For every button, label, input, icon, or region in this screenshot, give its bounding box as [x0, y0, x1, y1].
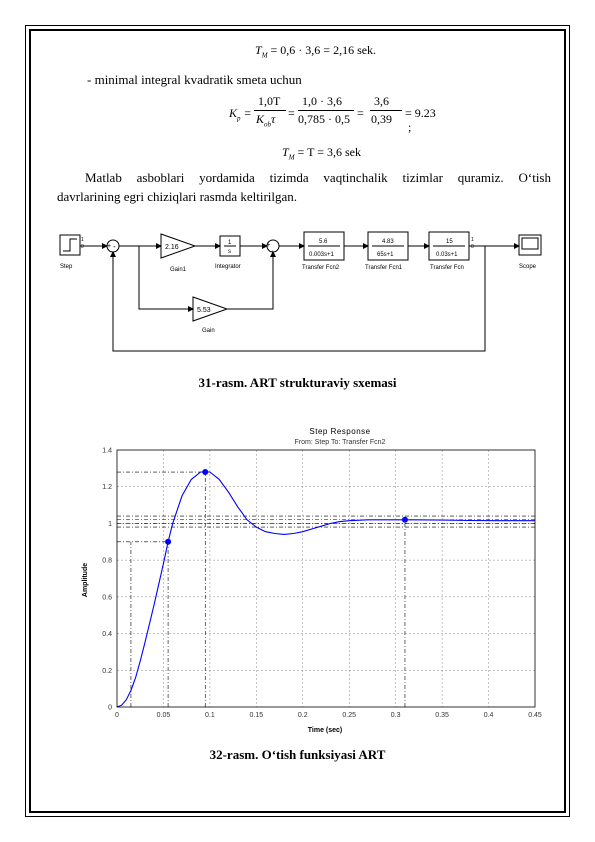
tf-label: Transfer Fcn [430, 265, 464, 271]
x-tick-label: 0.15 [249, 712, 264, 719]
svg-text:0.003s+1: 0.003s+1 [309, 252, 334, 258]
y-tick-label: 0.4 [102, 631, 112, 639]
svg-text:15: 15 [446, 239, 453, 245]
svg-text:1: 1 [471, 237, 474, 243]
x-tick-label: 0.35 [435, 712, 449, 719]
svg-text:4.83: 4.83 [382, 239, 394, 245]
step-response-line [117, 472, 535, 707]
y-axis-label: Amplitude [82, 562, 89, 598]
tf1-label: Transfer Fcn1 [365, 265, 403, 271]
step-response-chart [70, 420, 550, 740]
svg-text:1: 1 [228, 240, 232, 246]
x-tick-label: 0.45 [528, 712, 542, 719]
svg-text:65s+1: 65s+1 [377, 252, 394, 258]
gain1-value-text: 2.16 [165, 244, 179, 251]
tf2-label: Transfer Fcn2 [302, 265, 340, 271]
gain1-label: Gain1 [170, 267, 187, 273]
x-axis-label: Time (sec) [307, 727, 343, 734]
svg-text:0.03s+1: 0.03s+1 [436, 252, 458, 258]
peak-marker [202, 469, 208, 475]
y-tick-label: 0.6 [102, 594, 112, 602]
svg-text:5.6: 5.6 [319, 239, 328, 245]
svg-text:+: + [107, 243, 112, 250]
equation-3: $T_M = T = 3,6$ sek [282, 145, 361, 162]
y-tick-label: 1.2 [102, 484, 112, 492]
svg-text:s: s [228, 249, 231, 255]
y-tick-label: 0.8 [102, 557, 112, 565]
x-tick-label: 0.05 [156, 712, 171, 719]
svg-text:+: + [271, 250, 275, 256]
x-tick-label: 0 [115, 712, 119, 719]
chart-title: Step Response [309, 427, 371, 436]
x-tick-label: 0.3 [390, 712, 401, 719]
svg-text:+: + [267, 243, 271, 249]
svg-text:-: - [113, 242, 116, 251]
figure-31-caption: 31-rasm. ART strukturaviy sxemasi [198, 375, 397, 390]
chart-subtitle: From: Step To: Transfer Fcn2 [294, 439, 386, 446]
svg-text:5.53: 5.53 [197, 307, 211, 314]
x-tick-label: 0.2 [297, 712, 308, 719]
settling-marker [402, 517, 408, 523]
figure-32-caption: 32-rasm. O‘tish funksiyasi ART [209, 747, 386, 762]
integrator-label: Integrator [215, 264, 241, 270]
simulink-diagram [55, 225, 545, 360]
y-tick-label: 1 [108, 520, 112, 528]
rise-marker [165, 539, 171, 545]
svg-text:0: 0 [81, 244, 84, 250]
x-tick-label: 0.1 [205, 712, 215, 719]
y-tick-label: 1.4 [102, 447, 112, 455]
scope-label: Scope [519, 264, 537, 270]
gain-label: Gain [202, 328, 215, 334]
x-tick-label: 0.4 [483, 712, 494, 719]
svg-text:0: 0 [471, 244, 474, 250]
step-value: 1 [81, 237, 84, 243]
y-tick-label: 0 [108, 704, 112, 712]
y-tick-label: 0.2 [102, 667, 112, 675]
step-label: Step [60, 264, 73, 270]
equation-1: $T_M = 0,6 \cdot 3,6 = 2,16$ sek. [255, 43, 377, 60]
equation-2: $K_p$ = 1,0T $K_{ob}\tau$ = 1,0 · 3,6 0,785 · 0,5 = 3,6 0,39 = 9.23 ; [229, 94, 436, 134]
paragraph: Matlab asboblari yordamida tizimda vaqtinchalik tizimlar quramiz. O‘tish davrlarining egri chiziqlari rasmda keltirilgan. [57, 170, 551, 204]
bullet-text: - minimal integral kvadratik smeta uchun [87, 72, 302, 87]
x-tick-label: 0.25 [342, 712, 357, 719]
